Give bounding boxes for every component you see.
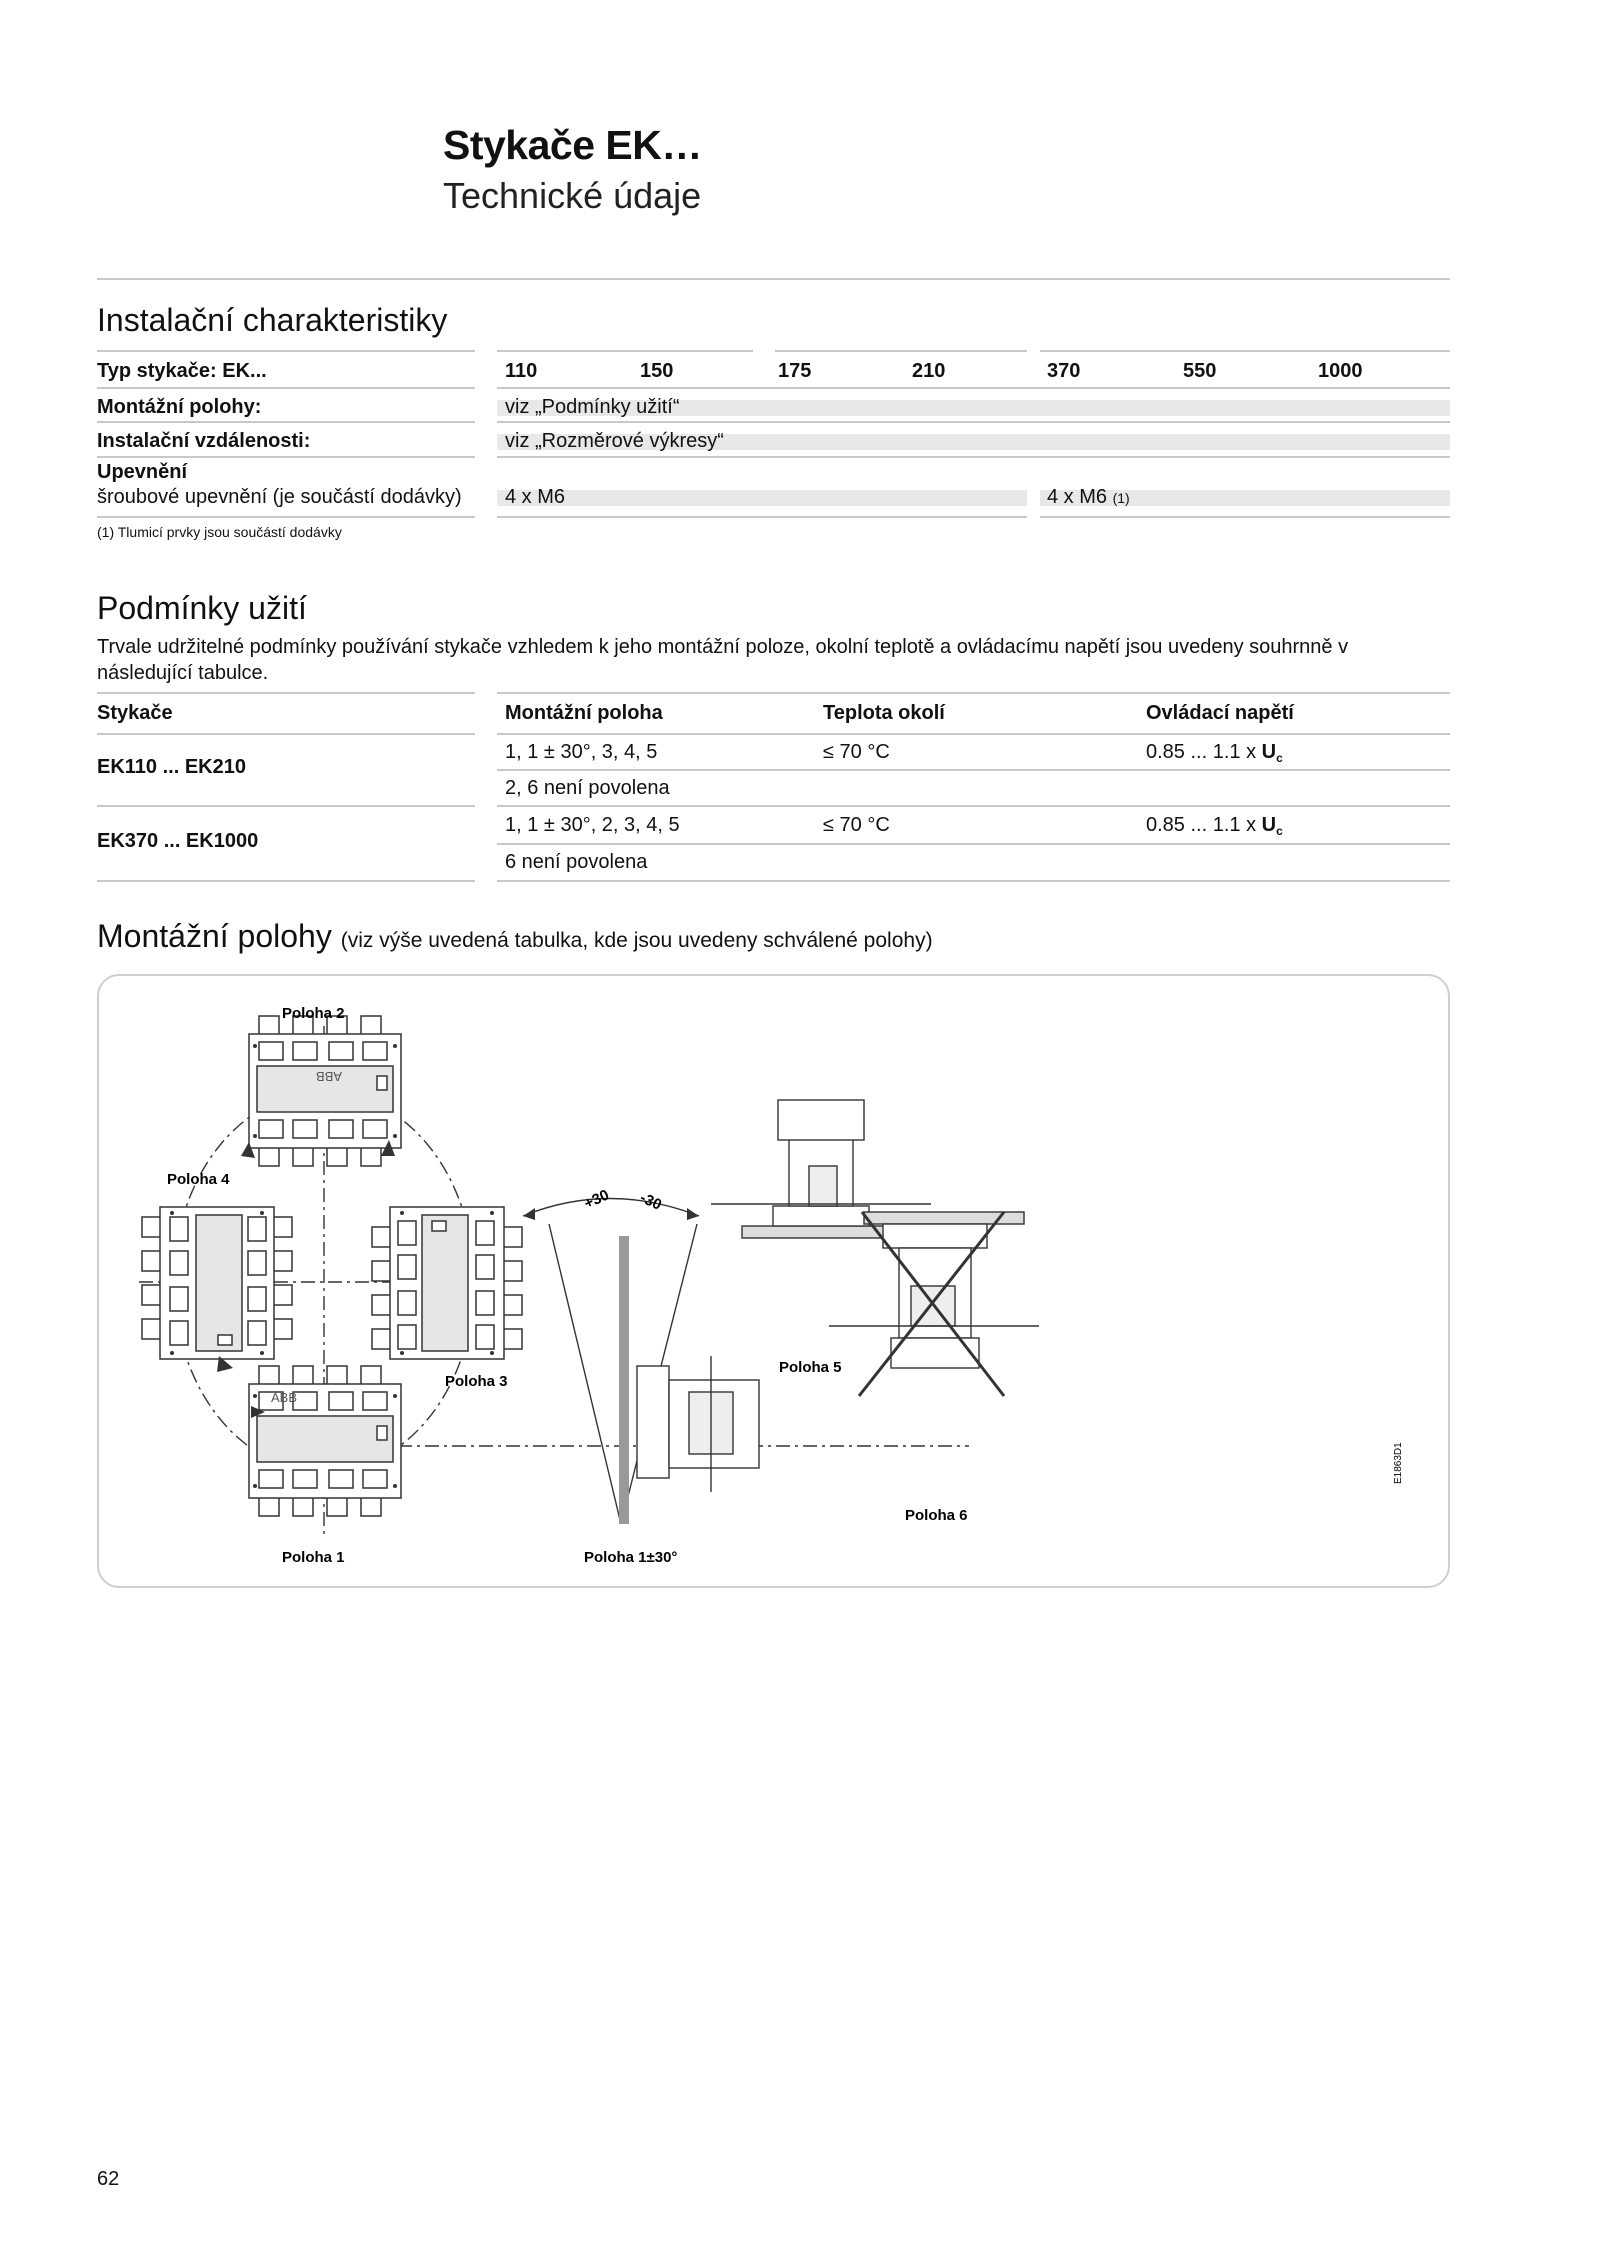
contactor-position-1 — [249, 1366, 401, 1516]
table-rule — [775, 350, 1027, 352]
type-110: 110 — [505, 360, 538, 382]
table-rule — [97, 421, 475, 423]
page-subtitle: Technické údaje — [443, 175, 702, 216]
label-position-2: Poloha 2 — [282, 1005, 345, 1022]
header-divider — [97, 278, 1450, 280]
table-rule — [1040, 516, 1450, 518]
table-rule — [497, 516, 1027, 518]
label-position-6: Poloha 6 — [905, 1507, 968, 1524]
distance-value: viz „Rozměrové výkresy“ — [505, 430, 724, 452]
table-rule — [1040, 350, 1450, 352]
table-rule — [97, 805, 475, 807]
type-1000: 1000 — [1318, 360, 1363, 382]
type-210: 210 — [912, 360, 946, 382]
table-rule — [497, 843, 1450, 845]
page-number: 62 — [97, 2168, 120, 2190]
table-rule — [497, 805, 1450, 807]
contactor-position-4 — [142, 1207, 292, 1359]
row-contactor: EK110 ... EK210 — [97, 756, 246, 778]
label-position-4: Poloha 4 — [167, 1171, 230, 1188]
table-rule — [497, 387, 1450, 389]
distance-label: Instalační vzdálenosti: — [97, 430, 311, 452]
table-rule — [97, 880, 475, 882]
mounting-positions-diagram — [99, 976, 1448, 1586]
type-label: Typ stykače: EK... — [97, 360, 267, 382]
mount-label: Montážní polohy: — [97, 396, 262, 418]
type-150: 150 — [640, 360, 674, 382]
row-not-allowed: 6 není povolena — [505, 851, 648, 873]
label-position-3: Poloha 3 — [445, 1373, 508, 1390]
table-rule — [497, 880, 1450, 882]
row-voltage: 0.85 ... 1.1 x $U_c$ — [1146, 814, 1283, 838]
type-550: 550 — [1183, 360, 1217, 382]
label-position-5: Poloha 5 — [779, 1359, 842, 1376]
table-rule — [497, 350, 753, 352]
contactor-position-2 — [249, 1016, 401, 1166]
angle-minus-label: -30 — [637, 1189, 665, 1214]
type-370: 370 — [1047, 360, 1081, 382]
table-rule — [497, 692, 1450, 694]
table-rule — [497, 421, 1450, 423]
row-temperature: ≤ 70 °C — [823, 741, 890, 763]
label-position-1-tilt: Poloha 1±30° — [584, 1549, 678, 1566]
col-header-voltage: Ovládací napětí — [1146, 702, 1294, 724]
row-position: 1, 1 ± 30°, 3, 4, 5 — [505, 741, 658, 763]
conditions-intro: Trvale udržitelné podmínky používání stykače vzhledem k jeho montážní poloze, okolní teplotě a ovládacímu napětí jsou uvedeny souhrnně v následující tabulce. — [97, 636, 1349, 684]
brand-label: ABB — [271, 1390, 298, 1405]
table-rule — [97, 350, 475, 352]
brand-label: ABB — [315, 1069, 342, 1084]
fixing-value-1: 4 x M6 — [505, 486, 566, 508]
page-title: Stykače EK… — [443, 122, 702, 168]
section-heading-conditions: Podmínky užití — [97, 590, 307, 626]
angle-plus-label: +30 — [581, 1186, 612, 1213]
footnote-ref: (1) — [1112, 490, 1130, 506]
fixing-sublabel: šroubové upevnění (je součástí dodávky) — [97, 486, 462, 508]
table-rule — [97, 456, 475, 458]
positions-diagram-panel — [97, 974, 1450, 1588]
table-rule — [497, 456, 1450, 458]
table-rule — [97, 733, 475, 735]
contactor-position-3 — [372, 1207, 522, 1359]
value-shade — [497, 490, 1027, 506]
section-heading-positions: Montážní polohy (viz výše uvedená tabulka, kde jsou uvedeny schválené polohy) — [97, 918, 933, 954]
table-rule — [497, 733, 1450, 735]
row-temperature: ≤ 70 °C — [823, 814, 890, 836]
section-heading-note: (viz výše uvedená tabulka, kde jsou uvedeny schválené polohy) — [340, 929, 933, 952]
type-175: 175 — [778, 360, 812, 382]
table-rule — [497, 769, 1450, 771]
col-header-temperature: Teplota okolí — [823, 702, 945, 724]
table-rule — [97, 387, 475, 389]
section-heading-installation: Instalační charakteristiky — [97, 302, 448, 338]
drawing-code: E1863D1 — [1393, 1442, 1404, 1484]
footnote: (1) Tlumicí prvky jsou součástí dodávky — [97, 524, 342, 540]
table-rule — [97, 516, 475, 518]
row-voltage: 0.85 ... 1.1 x $U_c$ — [1146, 741, 1283, 765]
row-not-allowed: 2, 6 není povolena — [505, 777, 670, 799]
row-contactor: EK370 ... EK1000 — [97, 830, 259, 852]
label-position-1: Poloha 1 — [282, 1549, 345, 1566]
fixing-label: Upevnění — [97, 461, 188, 483]
row-position: 1, 1 ± 30°, 2, 3, 4, 5 — [505, 814, 680, 836]
col-header-contactors: Stykače — [97, 702, 173, 724]
table-rule — [97, 692, 475, 694]
col-header-position: Montážní poloha — [505, 702, 663, 724]
fixing-value-2: 4 x M6 (1) — [1047, 486, 1130, 508]
mount-value: viz „Podmínky užití“ — [505, 396, 680, 418]
